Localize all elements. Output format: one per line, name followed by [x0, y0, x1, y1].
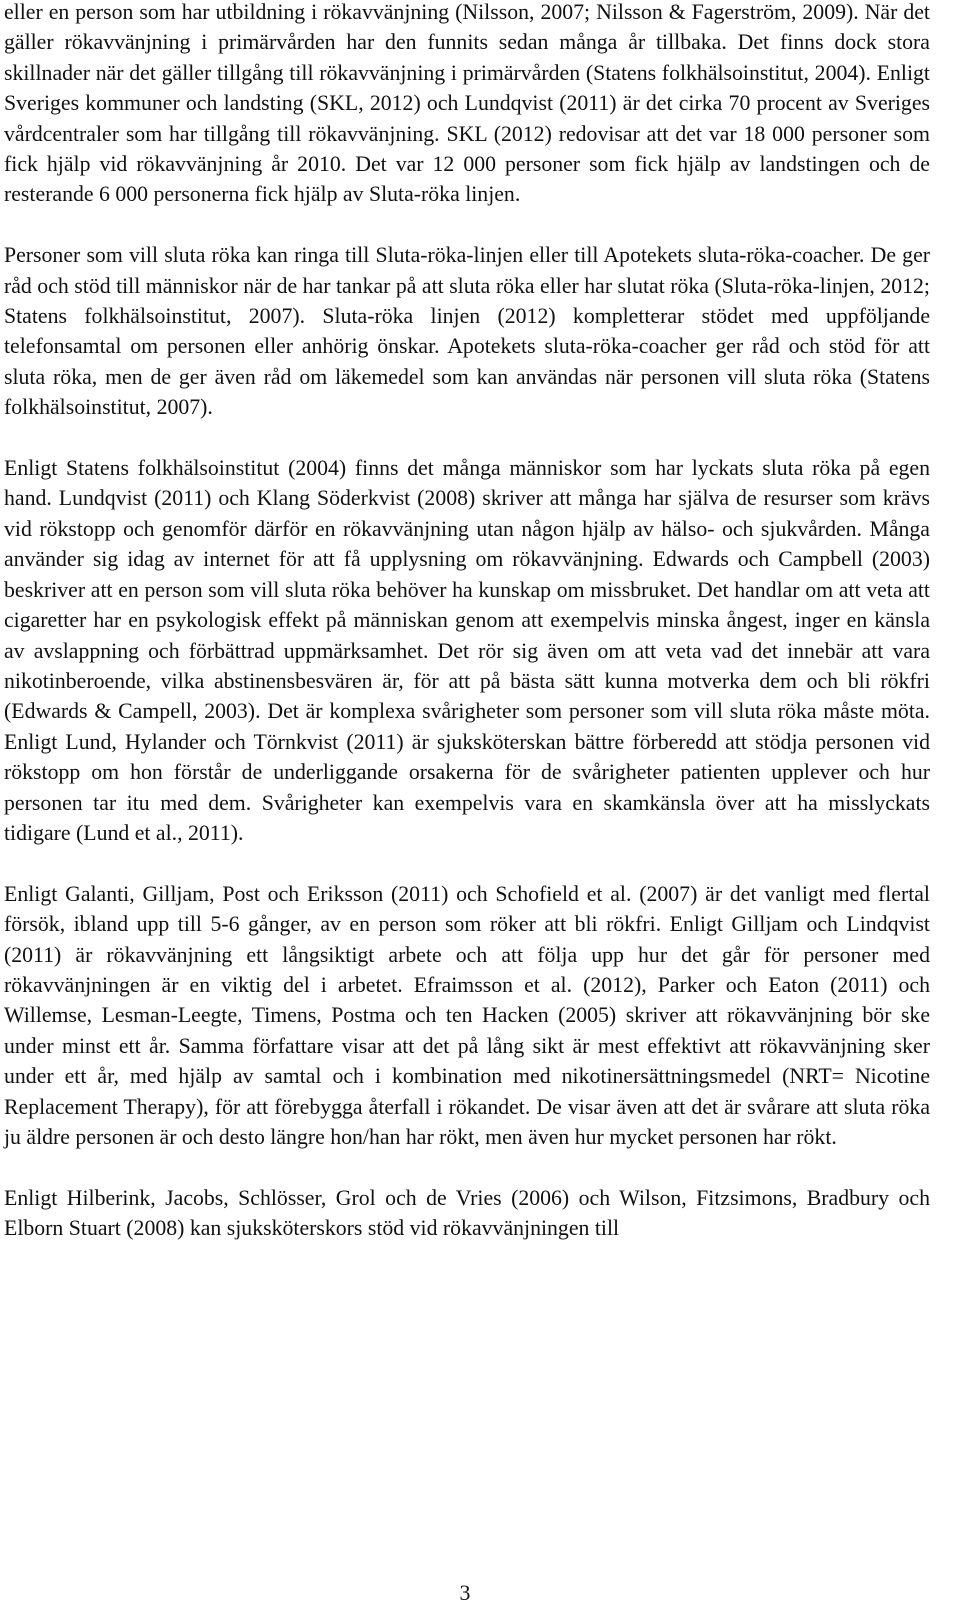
document-page [4, 0, 930, 1244]
paragraph-gap [4, 848, 930, 878]
paragraph-gap [4, 423, 930, 453]
paragraph-gap [4, 1152, 930, 1182]
paragraph-5: Enligt Hilberink, Jacobs, Schlösser, Grol och de Vries (2006) och Wilson, Fitzsimons, Bradbury och Elborn Stuart (2008) kan sjuksköterskors stöd vid rökavvänjningen till [4, 1185, 930, 1241]
paragraph-gap [4, 210, 930, 240]
paragraph-4: Enligt Galanti, Gilljam, Post och Eriksson (2011) och Schofield et al. (2007) är det vanligt med flertal försök, ibland upp till 5-6 gånger, av en person som röker att bli rökfri. Enligt Gilljam och Lindqvist (2011) är rökavvänjning ett långsiktigt arbete och att följa upp hur det går för personer med rökavvänjningen är en viktig del i arbetet. Efraimsson et al. (2012), Parker och Eaton (2011) och Willemse, Lesman-Leegte, Timens, Postma och ten Hacken (2005) skriver att rökavvänjning bör ske under minst ett år. Samma författare visar att det på lång sikt är mest effektivt att rökavvänjning sker under ett år, med hjälp av samtal och i kombination med nikotinersättningsmedel (NRT= Nicotine Replacement Therapy), för att förebygga återfall i rökandet. De visar även att det är svårare att sluta röka ju äldre personen är och desto längre hon/han har rökt, men även hur mycket personen har rökt. [4, 881, 930, 1149]
paragraph-1: eller en person som har utbildning i rökavvänjning (Nilsson, 2007; Nilsson & Fagerström, 2009). När det gäller rökavvänjning i primärvården har den funnits sedan många år tillbaka. Det finns dock stora skillnader när det gäller tillgång till rökavvänjning i primärvården (Statens folkhälsoinstitut, 2004). Enligt Sveriges kommuner och landsting (SKL, 2012) och Lundqvist (2011) är det cirka 70 procent av Sveriges vårdcentraler som har tillgång till rökavvänjning. SKL (2012) redovisar att det var 18 000 personer som fick hjälp vid rökavvänjning år 2010. Det var 12 000 personer som fick hjälp av landstingen och de resterande 6 000 personerna fick hjälp av Sluta-röka linjen. [4, 0, 930, 207]
paragraph-3: Enligt Statens folkhälsoinstitut (2004) finns det många människor som har lyckats sluta röka på egen hand. Lundqvist (2011) och Klang Söderkvist (2008) skriver att många har själva de resurser som krävs vid rökstopp och genomför därför en rökavvänjning utan någon hjälp av hälso- och sjukvården. Många använder sig idag av internet för att få upplysning om rökavvänjning. Edwards och Campbell (2003) beskriver att en person som vill sluta röka behöver ha kunskap om missbruket. Det handlar om att veta att cigaretter har en psykologisk effekt på människan genom att exempelvis minska ångest, inger en känsla av avslappning och förbättrad uppmärksamhet. Det rör sig även om att veta vad det innebär att vara nikotinberoende, vilka abstinensbesvären är, för att på bästa sätt kunna motverka dem och bli rökfri (Edwards & Campell, 2003). Det är komplexa svårigheter som personer som vill sluta röka måste möta. Enligt Lund, Hylander och Törnkvist (2011) är sjuksköterskan bättre förberedd att stödja personen vid rökstopp om hon förstår de underliggande orsakerna för de svårigheter patienten upplever och hur personen tar itu med dem. Svårigheter kan exempelvis vara en skamkänsla över att ha misslyckats tidigare (Lund et al., 2011). [4, 456, 930, 845]
paragraph-2: Personer som vill sluta röka kan ringa till Sluta-röka-linjen eller till Apotekets sluta-röka-coacher. De ger råd och stöd till människor när de har tankar på att sluta röka eller har slutat röka (Sluta-röka-linjen, 2012; Statens folkhälsoinstitut, 2007). Sluta-röka linjen (2012) kompletterar stödet med uppföljande telefonsamtal om personen eller anhörig önskar. Apotekets sluta-röka-coacher ger råd och stöd för att sluta röka, men de ger även råd om läkemedel som kan användas när personen vill sluta röka (Statens folkhälsoinstitut, 2007). [4, 243, 930, 420]
page-number: 3 [459, 1581, 471, 1605]
